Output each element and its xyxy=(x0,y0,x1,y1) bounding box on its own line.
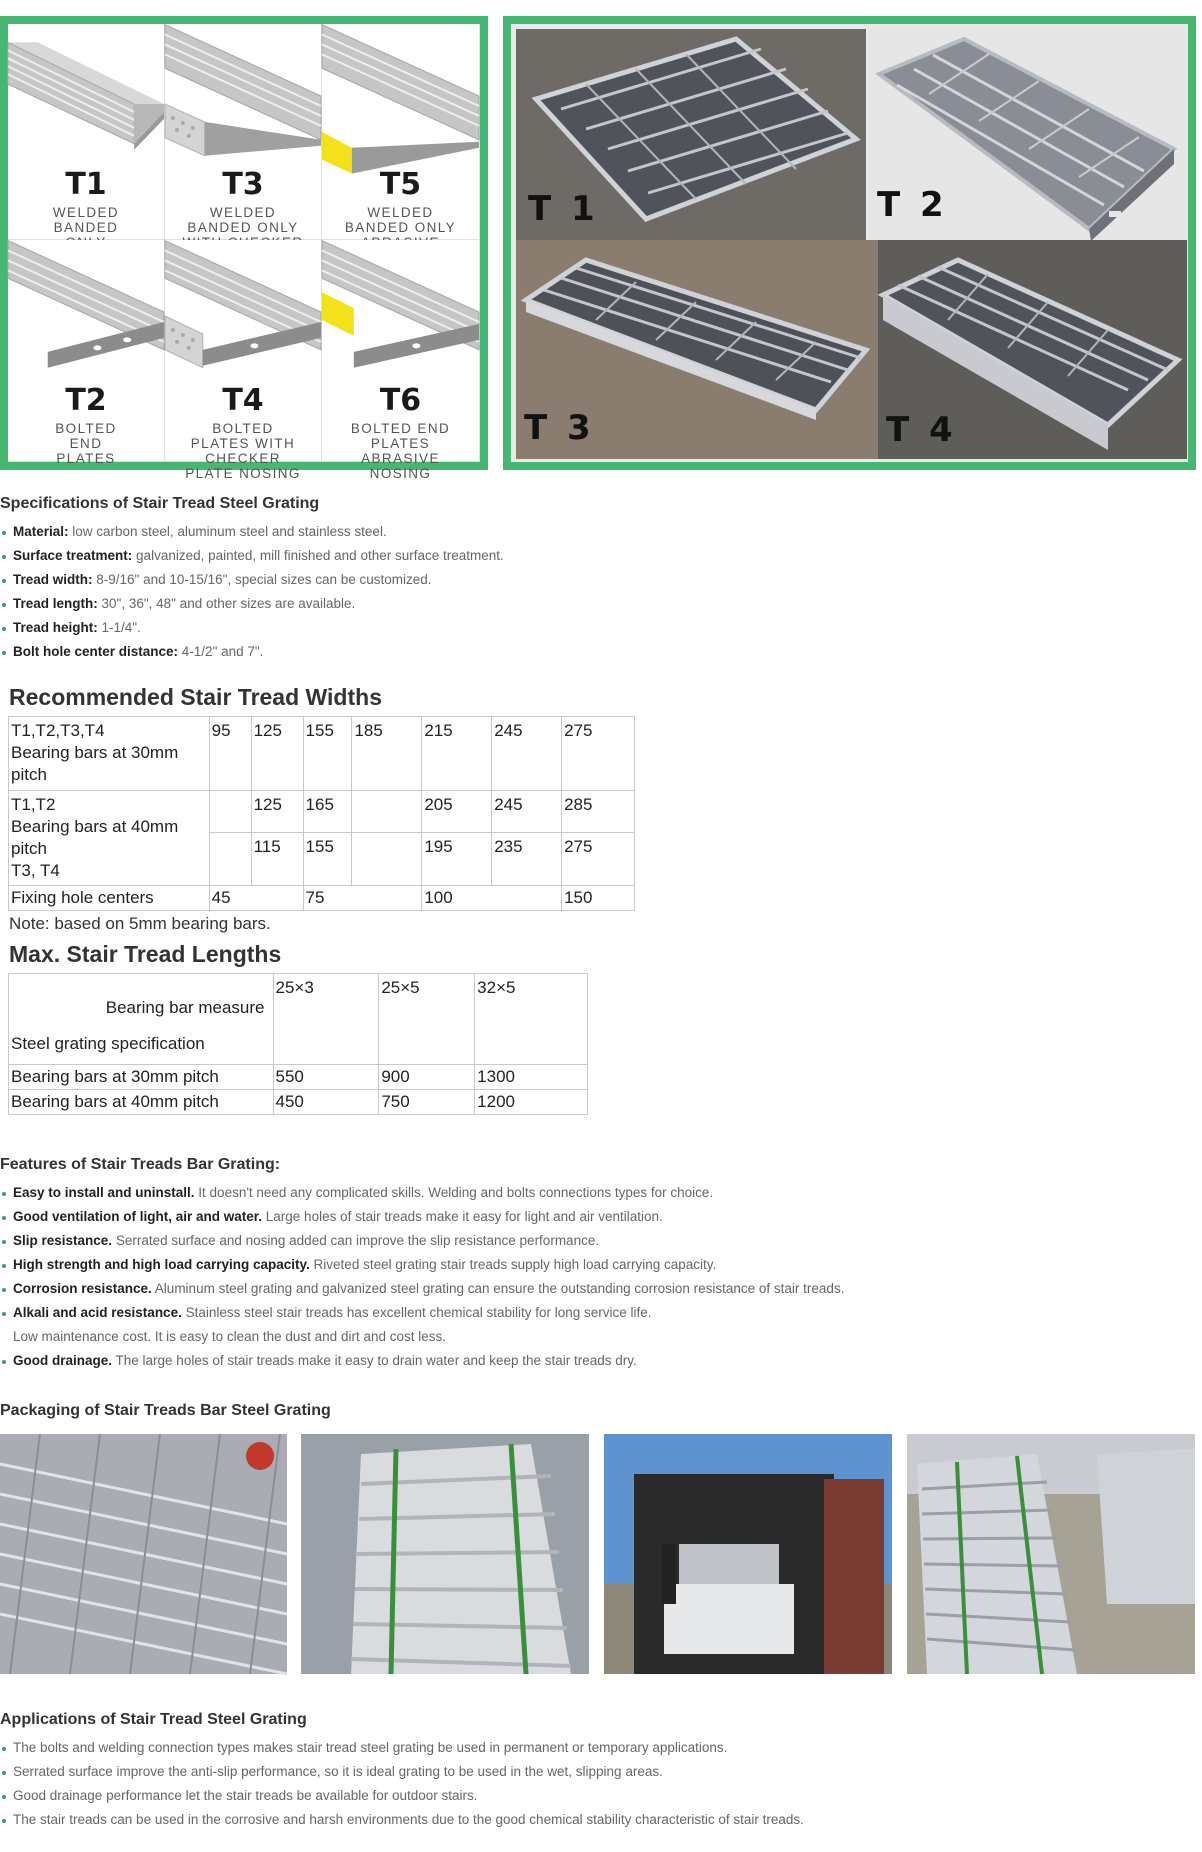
table-cell: 1300 xyxy=(475,1065,588,1090)
table-cell: 1200 xyxy=(475,1090,588,1115)
photo-label: T 3 xyxy=(524,408,595,448)
table-cell: 900 xyxy=(379,1065,475,1090)
table-cell: 125 xyxy=(251,717,303,791)
photo-t3 xyxy=(516,240,878,459)
widths-heading: Recommended Stair Tread Widths xyxy=(9,684,382,710)
table-cell: 245 xyxy=(492,791,562,833)
table-cell: 245 xyxy=(492,717,562,791)
column-header: 32×5 xyxy=(475,974,588,1065)
list-item: Corrosion resistance. Aluminum steel grating and galvanized steel grating can ensure the outstanding corrosion resistance of stair treads. xyxy=(0,1277,844,1301)
list-item: Good ventilation of light, air and water. Large holes of stair treads make it easy for light and air ventilation. xyxy=(0,1205,844,1229)
photo-label: T 1 xyxy=(528,189,599,229)
table-cell: 215 xyxy=(422,717,492,791)
list-item: Bolt hole center distance: 4-1/2" and 7". xyxy=(0,640,504,664)
table-cell: 550 xyxy=(273,1065,379,1090)
photo-label: T 4 xyxy=(886,410,957,450)
widths-table xyxy=(8,716,635,911)
widths-note: Note: based on 5mm bearing bars. xyxy=(9,914,271,933)
list-item: Tread height: 1-1/4". xyxy=(0,616,504,640)
specifications-heading: Specifications of Stair Tread Steel Grating xyxy=(0,495,320,512)
tread-code: T5 xyxy=(379,167,422,202)
table-cell: 285 xyxy=(562,791,635,833)
tread-diagram-t4 xyxy=(165,240,322,481)
table-cell: 95 xyxy=(209,717,251,791)
tread-desc: WELDED BANDED ONLY xyxy=(187,205,299,235)
list-item: The stair treads can be used in the corrosive and harsh environments due to the good chemical stability characteristic of stair treads. xyxy=(0,1808,804,1832)
table-cell xyxy=(352,833,422,886)
table-row xyxy=(9,791,635,833)
list-item: Surface treatment: galvanized, painted, mill finished and other surface treatment. xyxy=(0,544,504,568)
list-item: Tread width: 8-9/16" and 10-15/16", special sizes can be customized. xyxy=(0,568,504,592)
list-item: The bolts and welding connection types makes stair tread steel grating be used in permanent or temporary applications. xyxy=(0,1736,804,1760)
table-cell: 275 xyxy=(562,717,635,791)
table-row xyxy=(9,886,635,911)
tread-desc: BOLTED END PLATES xyxy=(55,421,117,466)
lengths-heading: Max. Stair Tread Lengths xyxy=(9,941,282,967)
photo-t4 xyxy=(878,240,1187,459)
tread-code: T1 xyxy=(65,167,107,202)
stacked-grating-photo xyxy=(0,1434,287,1674)
list-item: Good drainage. The large holes of stair treads make it easy to drain water and keep the stair treads dry. xyxy=(0,1349,844,1373)
row-label: Bearing bars at 30mm pitch xyxy=(9,1065,274,1090)
table-cell: 75 xyxy=(303,886,422,911)
strapped-treads-photo xyxy=(301,1434,589,1674)
applications-list xyxy=(0,1736,804,1832)
table-cell: 165 xyxy=(303,791,352,833)
table-row xyxy=(9,1065,588,1090)
tread-diagram-t6 xyxy=(322,240,480,481)
header-corner-cell xyxy=(9,974,274,1065)
tread-desc: BOLTED END PLATES ABRASIVE NOSING xyxy=(350,421,451,481)
list-item: Easy to install and uninstall. It doesn't need any complicated skills. Welding and bolts connections types for choice. xyxy=(0,1181,844,1205)
column-header: 25×5 xyxy=(379,974,475,1065)
header-spec: Steel grating specification xyxy=(11,1034,205,1053)
photo-t1 xyxy=(516,29,866,240)
row-label: Fixing hole centers xyxy=(9,886,210,911)
tread-code: T6 xyxy=(379,383,422,418)
row-label: Bearing bars at 40mm pitch xyxy=(9,1090,274,1115)
table-cell: 100 xyxy=(422,886,562,911)
specifications-list xyxy=(0,520,504,664)
table-cell: 195 xyxy=(422,833,492,886)
lengths-table xyxy=(8,973,588,1115)
abrasive-nosing xyxy=(322,292,354,336)
table-cell: 235 xyxy=(492,833,562,886)
packaging-photo-1 xyxy=(0,1434,287,1674)
tread-code: T4 xyxy=(222,383,264,418)
list-item: Slip resistance. Serrated surface and nosing added can improve the slip resistance performance. xyxy=(0,1229,844,1253)
packaging-heading: Packaging of Stair Treads Bar Steel Grating xyxy=(0,1402,331,1419)
row-label: T1,T2 Bearing bars at 40mm pitch T3, T4 xyxy=(9,791,210,886)
packaging-photo-3 xyxy=(604,1434,892,1674)
list-item: Tread length: 30", 36", 48" and other sizes are available. xyxy=(0,592,504,616)
table-row xyxy=(9,717,635,791)
features-heading: Features of Stair Treads Bar Grating: xyxy=(0,1156,281,1173)
packaging-photo-4 xyxy=(907,1434,1195,1674)
table-cell: 275 xyxy=(562,833,635,886)
photo-label: T 2 xyxy=(877,185,948,225)
list-item: Alkali and acid resistance. Stainless steel stair treads has excellent chemical stability for long service life. xyxy=(0,1301,844,1325)
list-item: Good drainage performance let the stair treads be available for outdoor stairs. xyxy=(0,1784,804,1808)
column-header: 25×3 xyxy=(273,974,379,1065)
tread-photos-panel xyxy=(503,16,1196,470)
list-item: High strength and high load carrying capacity. Riveted steel grating stair treads supply high load carrying capacity. xyxy=(0,1253,844,1277)
list-item: Serrated surface improve the anti-slip performance, so it is ideal grating to be used in the wet, slipping areas. xyxy=(0,1760,804,1784)
table-cell: 205 xyxy=(422,791,492,833)
packaging-photo-2 xyxy=(301,1434,589,1674)
table-row xyxy=(9,1090,588,1115)
tread-diagram-t2 xyxy=(8,240,165,466)
table-cell xyxy=(209,833,251,886)
table-cell: 750 xyxy=(379,1090,475,1115)
list-item: Low maintenance cost. It is easy to clean the dust and dirt and cost less. xyxy=(13,1329,446,1344)
tread-code: T2 xyxy=(65,383,107,418)
tread-desc: BOLTED PLATES WITH CHECKER PLATE NOSING xyxy=(185,421,301,481)
table-cell: 45 xyxy=(209,886,303,911)
table-cell: 115 xyxy=(251,833,303,886)
tread-desc: WELDED BANDED ONLY xyxy=(344,205,457,235)
table-cell: 450 xyxy=(273,1090,379,1115)
table-cell: 185 xyxy=(352,717,422,791)
tread-diagram-t3 xyxy=(165,24,322,240)
table-cell: 155 xyxy=(303,717,352,791)
list-item: Material: low carbon steel, aluminum steel and stainless steel. xyxy=(0,520,504,544)
table-cell: 125 xyxy=(251,791,303,833)
tread-types-diagram-panel xyxy=(0,16,488,481)
row-label: T1,T2,T3,T4 Bearing bars at 30mm pitch xyxy=(9,717,210,791)
table-cell: 155 xyxy=(303,833,352,886)
header-bearing-bar: Bearing bar measure xyxy=(105,998,265,1017)
applications-heading: Applications of Stair Tread Steel Grating xyxy=(0,1711,307,1728)
table-row xyxy=(9,974,588,1065)
tread-desc: WELDED BANDED xyxy=(52,205,120,235)
tread-code: T3 xyxy=(222,167,264,202)
tread-diagram-t5 xyxy=(322,24,480,240)
container-loading-photo xyxy=(604,1434,892,1674)
tread-diagram-t1 xyxy=(8,24,165,240)
photo-t2 xyxy=(869,29,1187,240)
features-list xyxy=(0,1181,844,1373)
table-cell xyxy=(209,791,251,833)
table-cell: 150 xyxy=(562,886,635,911)
table-cell xyxy=(352,791,422,833)
pallet-stacks-photo xyxy=(907,1434,1195,1674)
